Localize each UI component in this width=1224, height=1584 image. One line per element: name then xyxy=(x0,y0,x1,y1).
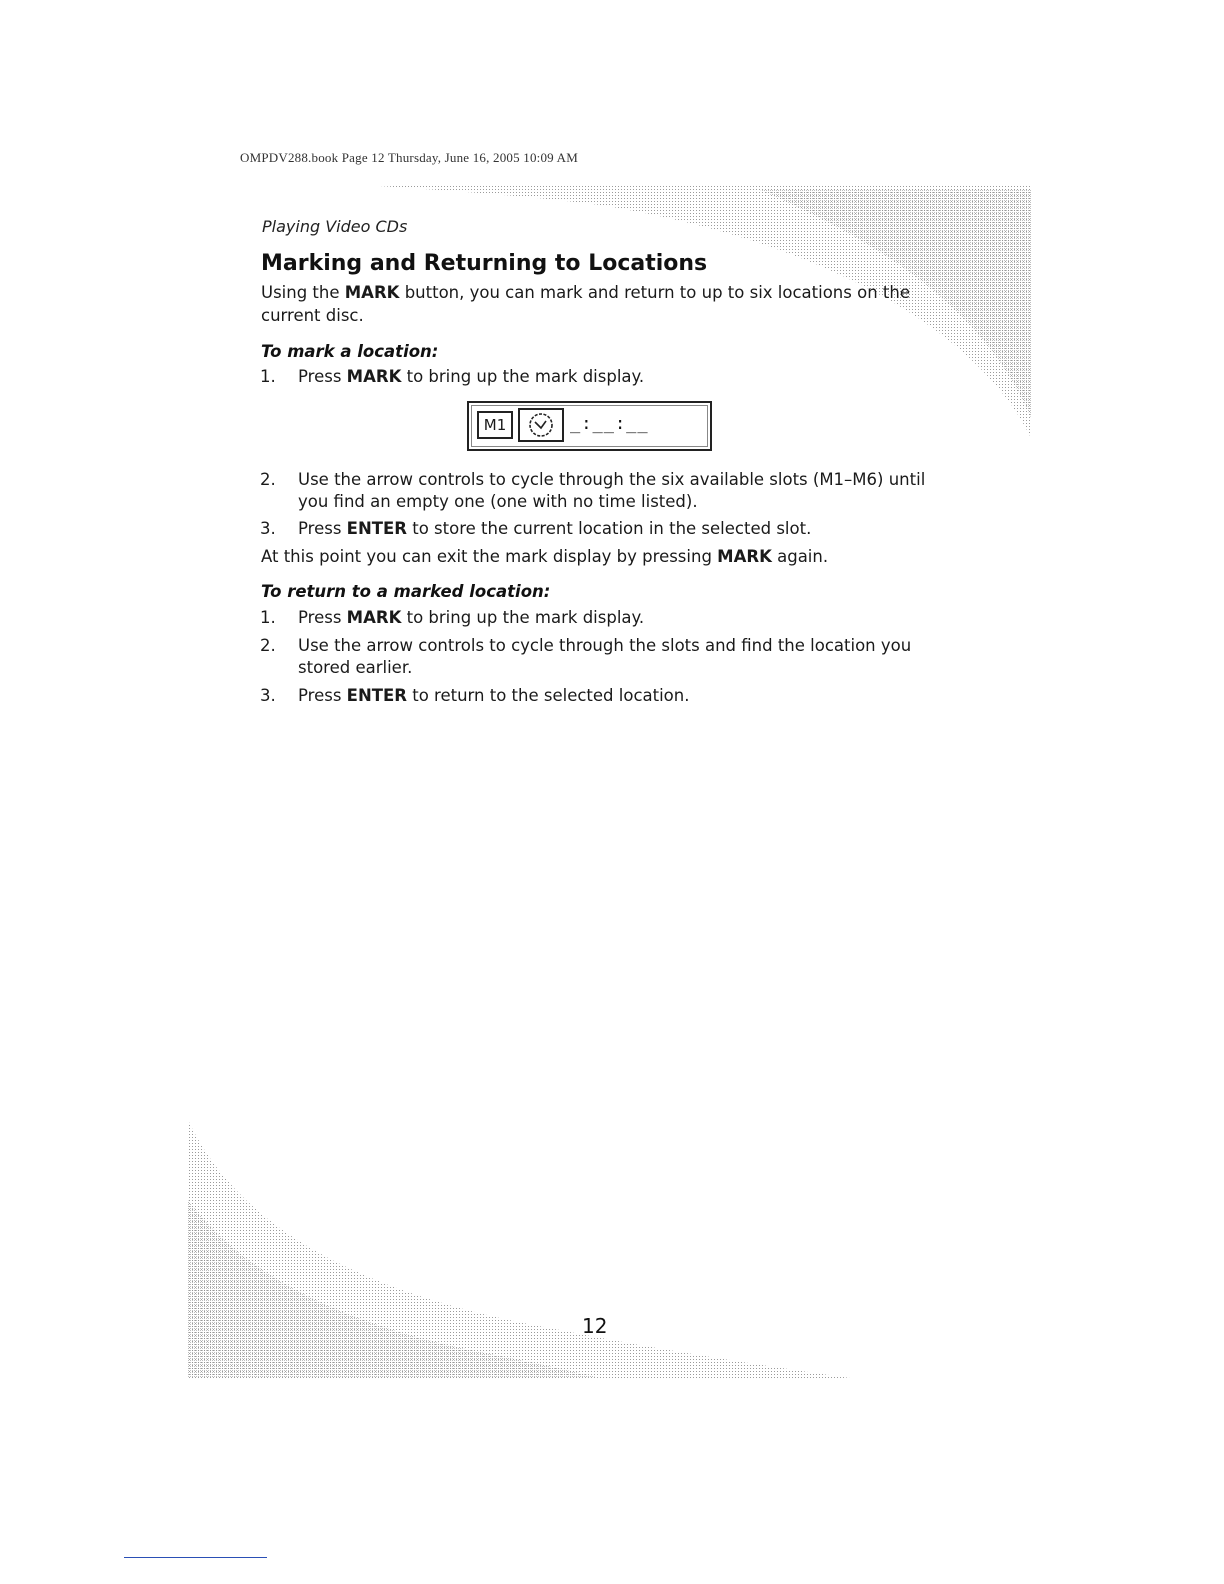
clock-box xyxy=(518,408,564,442)
mark-time-value: _:__:__ xyxy=(570,414,649,434)
step-number: 2. xyxy=(260,636,276,655)
page-number: 12 xyxy=(582,1314,608,1338)
intro-mark-keyword: MARK xyxy=(344,283,400,302)
step-keyword: MARK xyxy=(346,608,402,627)
step-keyword: MARK xyxy=(346,367,402,386)
step-text: to bring up the mark display. xyxy=(401,367,645,386)
return-step-3 xyxy=(260,685,940,707)
step-number: 3. xyxy=(260,519,276,538)
exit-note xyxy=(261,545,961,568)
step-keyword: ENTER xyxy=(346,686,407,705)
return-step-1 xyxy=(260,607,940,629)
step-text: to bring up the mark display. xyxy=(401,608,645,627)
step-number: 1. xyxy=(260,608,276,627)
note-text: again. xyxy=(771,547,829,566)
mark-step-1 xyxy=(260,366,940,388)
footer-rule xyxy=(124,1557,267,1558)
note-text: At this point you can exit the mark display by pressing xyxy=(261,547,718,566)
step-text: Press xyxy=(298,519,347,538)
intro-text-1: Using the xyxy=(261,283,345,302)
step-number: 1. xyxy=(260,367,276,386)
mark-slot-label: M1 xyxy=(477,411,513,439)
print-header: OMPDV288.book Page 12 Thursday, June 16, 2005 10:09 AM xyxy=(240,150,578,165)
return-step-2 xyxy=(260,635,940,679)
step-keyword: ENTER xyxy=(346,519,407,538)
page-title: Marking and Returning to Locations xyxy=(261,251,708,276)
intro-text-2: button, you can mark and return to up to six locations on the current disc. xyxy=(261,283,910,325)
step-text: Press xyxy=(298,367,347,386)
mark-step-2 xyxy=(260,469,940,513)
mark-location-heading: To mark a location: xyxy=(261,342,439,361)
step-text: Use the arrow controls to cycle through the slots and find the location you stored earlier. xyxy=(298,636,912,677)
section-label: Playing Video CDs xyxy=(262,217,408,236)
mark-step-3 xyxy=(260,518,940,540)
step-text: to return to the selected location. xyxy=(406,686,690,705)
step-text: Press xyxy=(298,686,347,705)
return-location-heading: To return to a marked location: xyxy=(261,582,551,601)
step-text: Use the arrow controls to cycle through the six available slots (M1–M6) until you find an empty one (one with no time listed). xyxy=(298,470,926,511)
step-text: to store the current location in the selected slot. xyxy=(406,519,812,538)
note-keyword: MARK xyxy=(717,547,772,566)
step-number: 3. xyxy=(260,686,276,705)
intro-paragraph xyxy=(261,281,941,327)
clock-icon xyxy=(520,410,562,440)
step-text: Press xyxy=(298,608,347,627)
step-number: 2. xyxy=(260,470,276,489)
